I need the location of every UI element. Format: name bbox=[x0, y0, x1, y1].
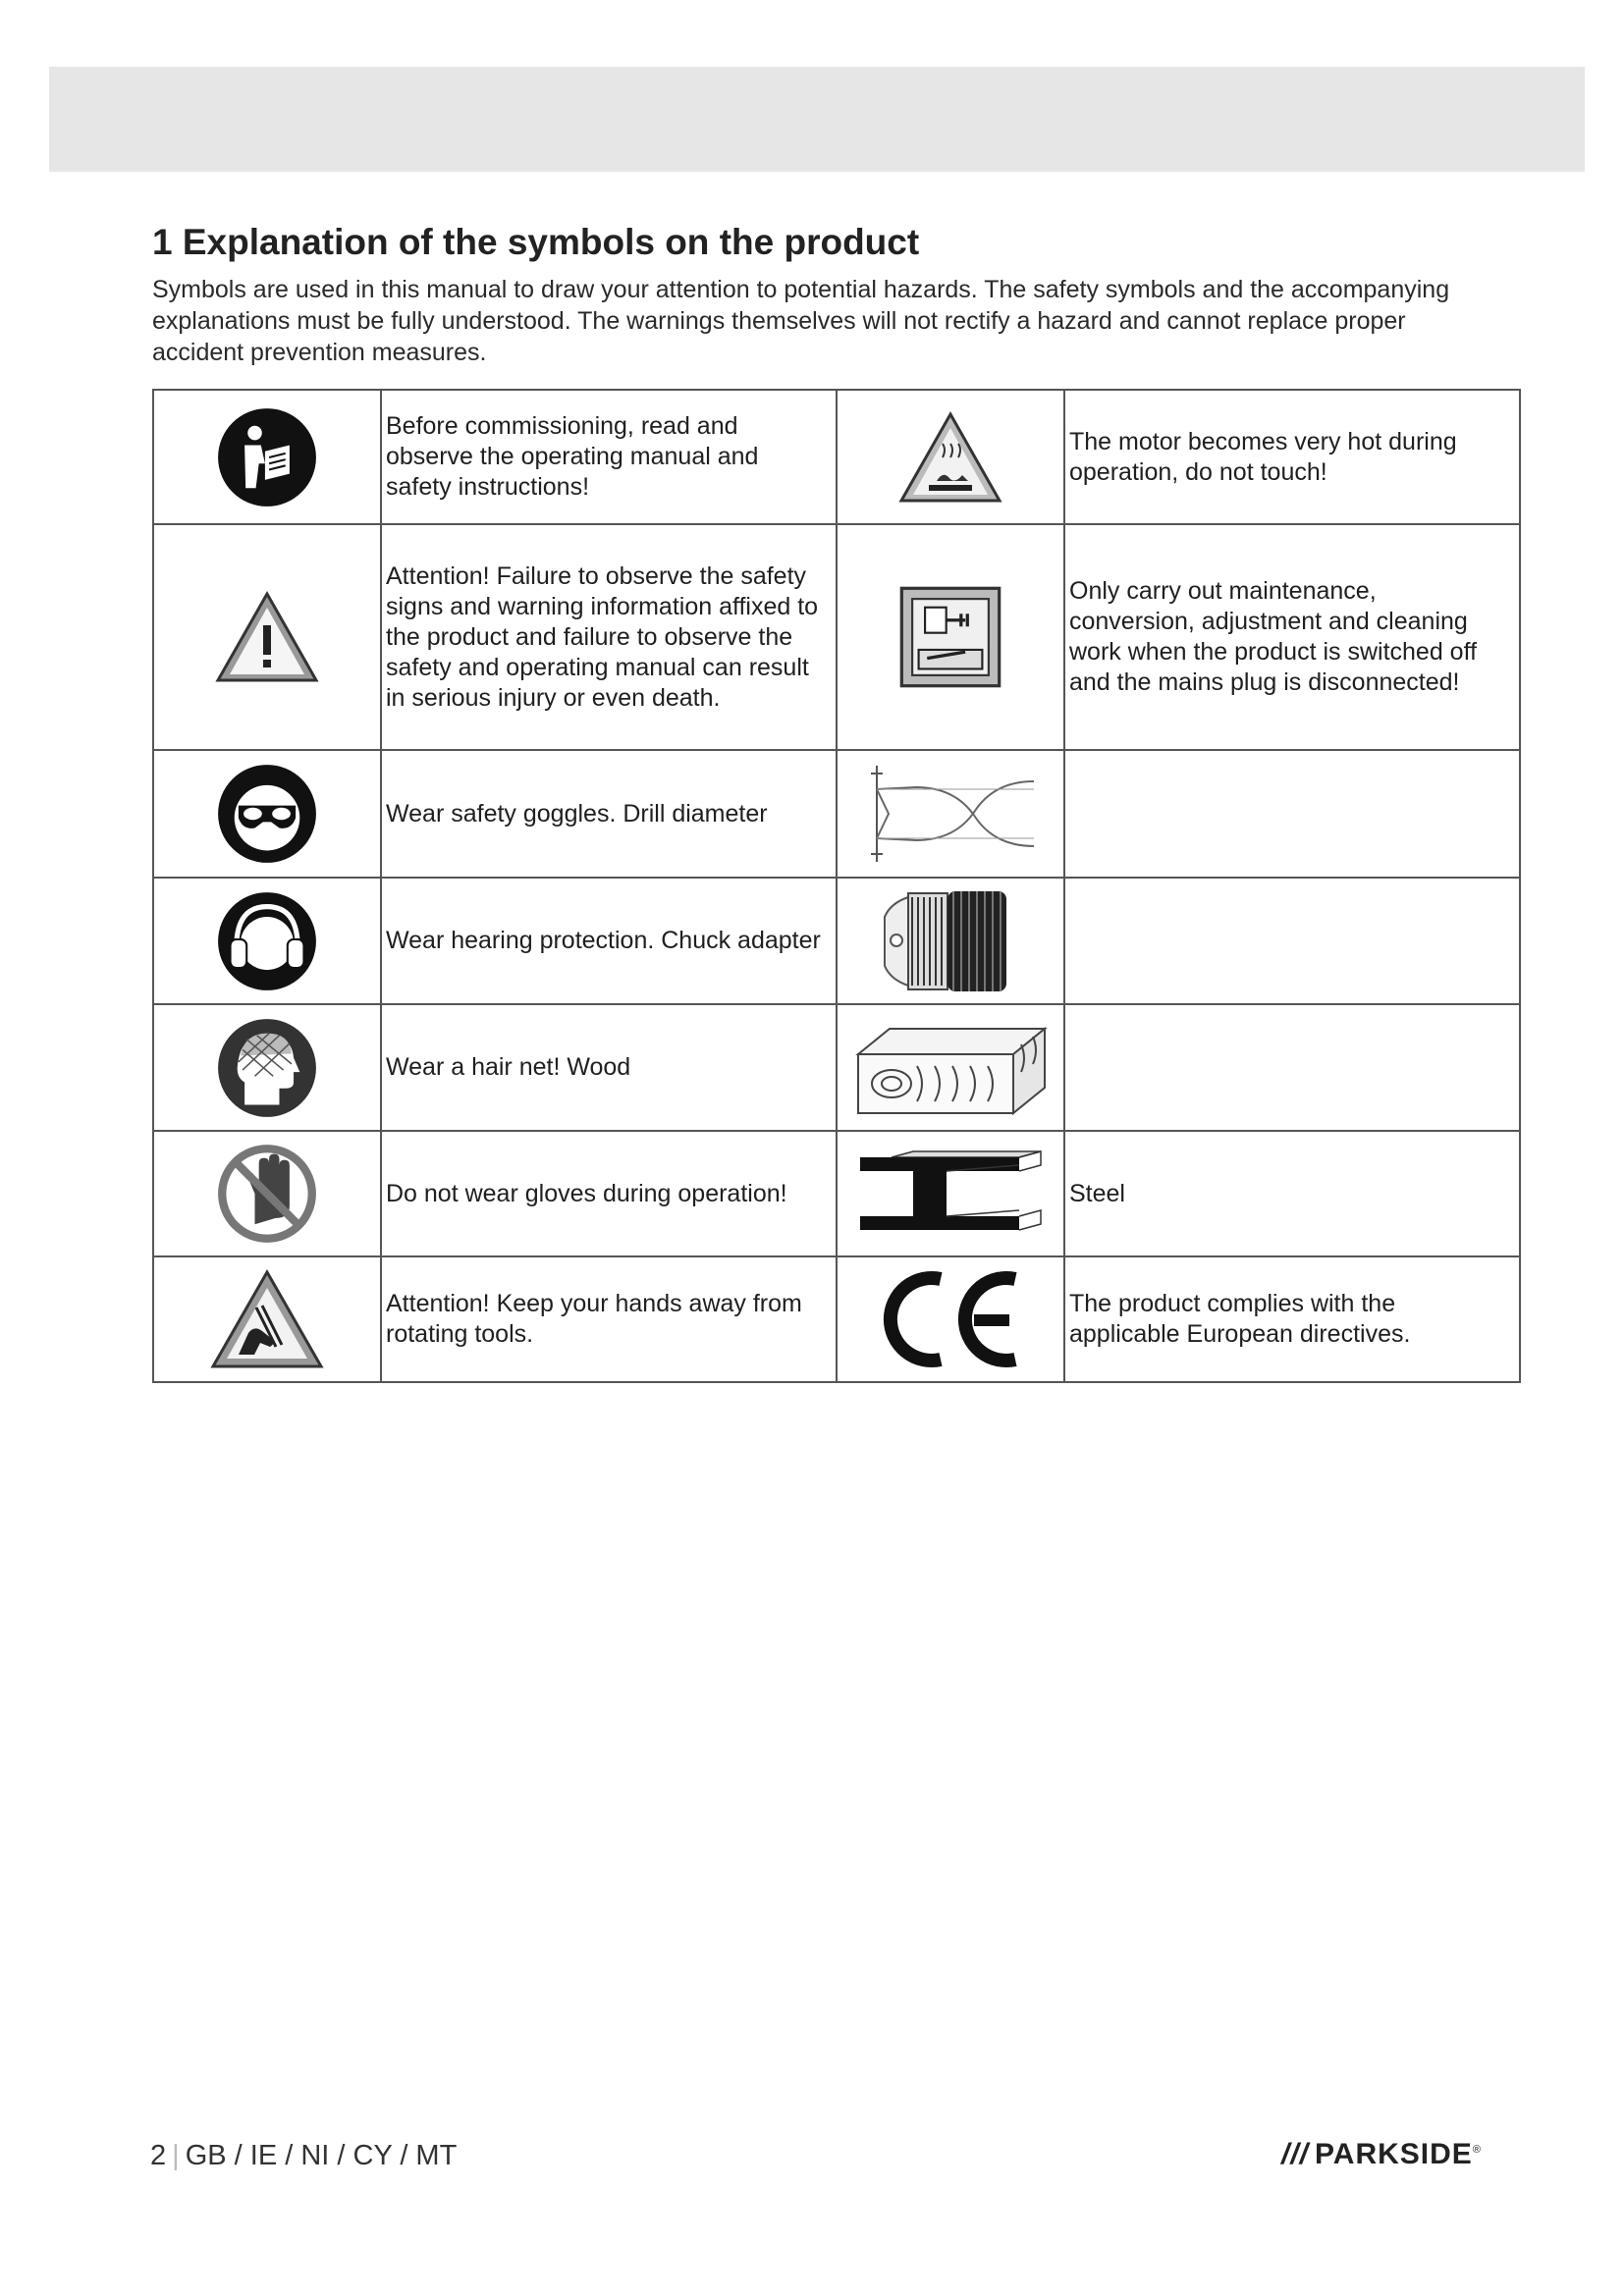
symbol-description: Steel bbox=[1064, 1131, 1520, 1256]
symbol-description: Attention! Keep your hands away from rotating tools. bbox=[381, 1256, 837, 1382]
chuck-adapter-icon bbox=[867, 883, 1034, 999]
symbol-description: Wear a hair net! Wood bbox=[381, 1004, 837, 1131]
steel-icon bbox=[852, 1149, 1049, 1238]
no-gloves-icon bbox=[216, 1143, 318, 1245]
safety-goggles-icon bbox=[216, 763, 318, 865]
symbol-description: The product complies with the applicable European directives. bbox=[1064, 1256, 1520, 1382]
brand-logo bbox=[1281, 2138, 1482, 2171]
symbol-description: Wear safety goggles. Drill diameter bbox=[381, 750, 837, 878]
ce-mark-icon bbox=[872, 1265, 1029, 1373]
brand-mark: /// bbox=[1281, 2138, 1310, 2170]
table-row bbox=[153, 750, 1520, 878]
table-row bbox=[153, 1004, 1520, 1131]
table-row bbox=[153, 878, 1520, 1004]
symbols-table bbox=[152, 389, 1521, 1383]
header-band bbox=[49, 67, 1585, 172]
hearing-protection-icon bbox=[216, 890, 318, 992]
general-warning-icon bbox=[212, 588, 322, 686]
intro-paragraph: Symbols are used in this manual to draw your attention to potential hazards. The safety symbols and the accompanying explanations must be fully understood. The warnings themselves will not rectify a hazard and cannot replace proper accident prevention measures. bbox=[152, 276, 1450, 366]
symbol-description: Attention! Failure to observe the safety signs and warning information affixed to the product and failure to observe the safety and operating manual can result in serious injury or even death. bbox=[381, 524, 837, 750]
hair-net-icon bbox=[216, 1017, 318, 1119]
page-number: 2 bbox=[150, 2140, 167, 2171]
hot-surface-icon bbox=[895, 408, 1005, 507]
symbol-description: Wear hearing protection. Chuck adapter bbox=[381, 878, 837, 1004]
section-title: 1 Explanation of the symbols on the product bbox=[152, 222, 920, 262]
drill-diameter-icon bbox=[857, 760, 1044, 868]
table-row bbox=[153, 1131, 1520, 1256]
table-row bbox=[153, 1256, 1520, 1382]
symbol-description: Do not wear gloves during operation! bbox=[381, 1131, 837, 1256]
country-codes: GB / IE / NI / CY / MT bbox=[185, 2140, 458, 2171]
table-row bbox=[153, 524, 1520, 750]
read-manual-icon bbox=[216, 406, 318, 508]
unplug-before-maintenance-icon bbox=[897, 584, 1003, 690]
wood-icon bbox=[852, 1015, 1049, 1121]
symbol-description bbox=[1064, 878, 1520, 1004]
symbol-description: Only carry out maintenance, conversion, adjustment and cleaning work when the product is switched off and the mains plug is disconnected! bbox=[1064, 524, 1520, 750]
footer-divider: | bbox=[172, 2140, 180, 2171]
symbol-description bbox=[1064, 1004, 1520, 1131]
table-row bbox=[153, 390, 1520, 524]
brand-name: PARKSIDE bbox=[1315, 2138, 1473, 2170]
trademark-symbol: ® bbox=[1472, 2144, 1482, 2156]
page-footer bbox=[150, 2140, 457, 2172]
symbol-description: The motor becomes very hot during operation, do not touch! bbox=[1064, 390, 1520, 524]
symbol-description: Before commissioning, read and observe the operating manual and safety instructions! bbox=[381, 390, 837, 524]
rotating-tool-warning-icon bbox=[209, 1268, 325, 1370]
symbol-description bbox=[1064, 750, 1520, 878]
